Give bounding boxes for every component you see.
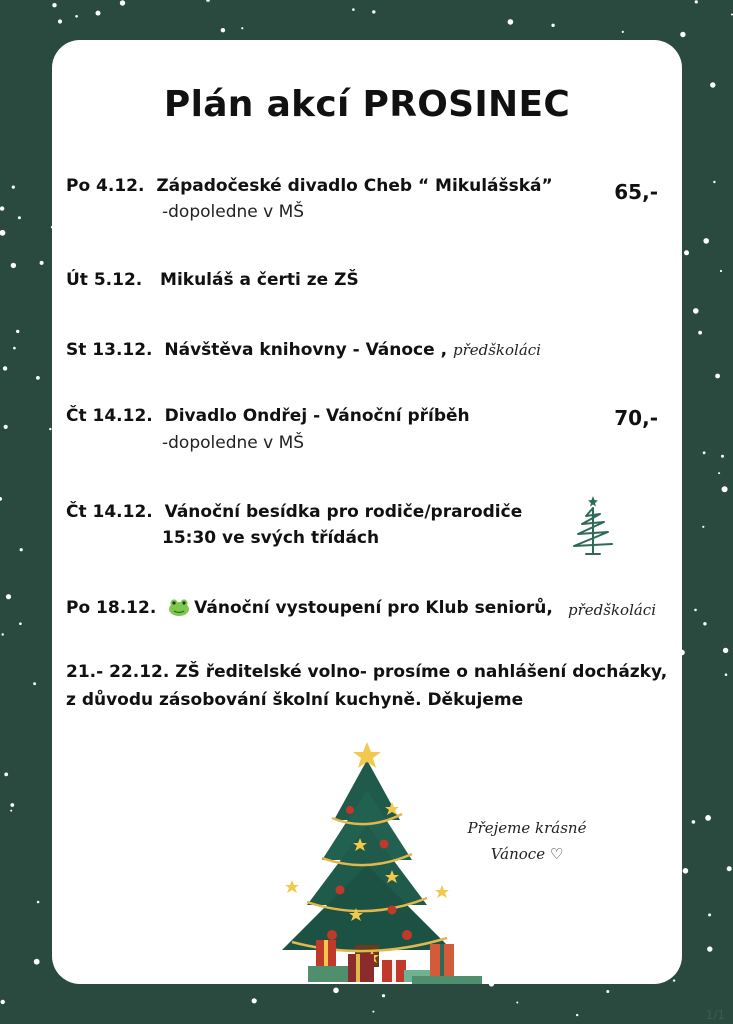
frog-icon [168,598,190,616]
event-1-sub: -dopoledne v MŠ [162,202,305,222]
event-4-sub: -dopoledne v MŠ [162,433,305,453]
snow-dot [241,27,243,29]
snow-dot [727,866,732,871]
snow-dot [722,486,728,492]
snow-dot [0,230,5,236]
snow-dot [20,548,23,551]
snow-dot [0,497,2,501]
snow-dot [703,622,706,625]
snow-dot [702,526,704,528]
small-tree-icon [566,492,620,558]
page-title: Plán akcí PROSINEC [163,84,571,125]
snow-dot [37,901,40,904]
snow-dot [0,206,4,210]
snow-dot [36,376,40,380]
snow-dot [372,1011,374,1013]
event-card [52,40,682,984]
snow-dot [721,455,724,458]
event-5-text: Vánoční besídka pro rodiče/prarodiče [164,502,523,522]
snow-dot [75,15,78,18]
snow-dot [708,913,711,916]
greeting-line-2: Vánoce ♡ [490,845,564,863]
event-4-day: Čt 14.12. [66,406,153,426]
snow-dot [1,1000,5,1004]
event-1 [66,176,553,196]
event-6-day: Po 18.12. [66,598,157,618]
event-5-day: Čt 14.12. [66,502,153,522]
snow-dot [720,270,722,272]
event-1-text: Západočeské divadlo Cheb “ Mikulášská” [156,176,553,196]
event-3-text: Návštěva knihovny - Vánoce , [164,340,448,360]
snow-dot [698,331,702,335]
event-4-price: 70,- [614,406,658,430]
snow-dot [680,32,685,37]
snow-dot [34,959,40,965]
event-1-day: Po 4.12. [66,176,145,196]
snow-dot [120,0,125,5]
snow-dot [684,250,689,255]
snow-dot [96,11,101,16]
event-1-price: 65,- [614,180,658,204]
event-6 [66,598,553,618]
snow-dot [707,946,712,951]
snow-dot [3,366,7,370]
snow-dot [715,374,720,379]
event-4-text: Divadlo Ondřej - Vánoční příběh [164,406,470,426]
christmas-tree-illustration [252,740,482,984]
greeting-line-1: Přejeme krásné [467,819,587,837]
snow-dot [710,82,715,87]
event-5 [66,502,522,522]
snow-dot [52,3,56,7]
snow-dot [333,988,339,994]
snow-dot [19,622,22,625]
notice-line-2: z důvodu zásobování školní kuchyně. Děkujeme [66,690,524,710]
snow-dot [725,673,728,676]
snow-dot [18,216,21,219]
event-2-text: Mikuláš a čerti ze ZŠ [160,270,359,290]
snow-dot [551,24,554,27]
event-3 [66,340,541,360]
snow-dot [705,815,711,821]
snow-dot [352,8,355,11]
snow-dot [673,979,675,981]
snow-dot [508,19,514,25]
snow-dot [723,648,728,653]
event-6-text: Vánoční vystoupení pro Klub seniorů, [194,598,553,618]
snow-dot [718,472,720,474]
snow-dot [10,810,12,812]
snow-dot [4,773,8,777]
snow-dot [13,347,16,350]
snow-dot [33,682,36,685]
snow-dot [40,261,44,265]
snow-dot [683,868,689,874]
snow-dot [382,994,385,997]
snow-dot [622,31,624,33]
event-6-note: předškoláci [568,601,657,619]
event-2-day: Út 5.12. [66,270,143,290]
snow-dot [4,425,8,429]
snow-dot [693,308,699,314]
snow-dot [11,263,16,268]
snow-dot [6,594,11,599]
snow-dot [694,609,697,612]
snow-dot [516,1002,518,1004]
snow-dot [10,803,14,807]
event-3-day: St 13.12. [66,340,153,360]
snow-dot [16,330,19,333]
page-indicator: 1/1 [705,1008,725,1022]
snow-dot [713,181,715,183]
event-5-sub: 15:30 ve svých třídách [162,528,380,548]
event-3-note: předškoláci [452,341,541,359]
snow-dot [221,28,225,32]
snow-dot [606,990,609,993]
snow-dot [252,998,257,1003]
snow-dot [58,19,62,23]
event-2 [66,270,359,290]
snow-dot [692,820,696,824]
snow-dot [703,451,706,454]
snow-dot [206,0,210,2]
snow-dot [12,186,15,189]
event-4 [66,406,470,426]
snow-dot [695,0,698,3]
snow-dot [576,1014,578,1016]
snow-dot [703,238,709,244]
notice-line-1: 21.- 22.12. ZŠ ředitelské volno- prosíme o nahlášení docházky, [66,662,668,682]
snow-dot [372,10,375,13]
snow-dot [2,633,4,635]
